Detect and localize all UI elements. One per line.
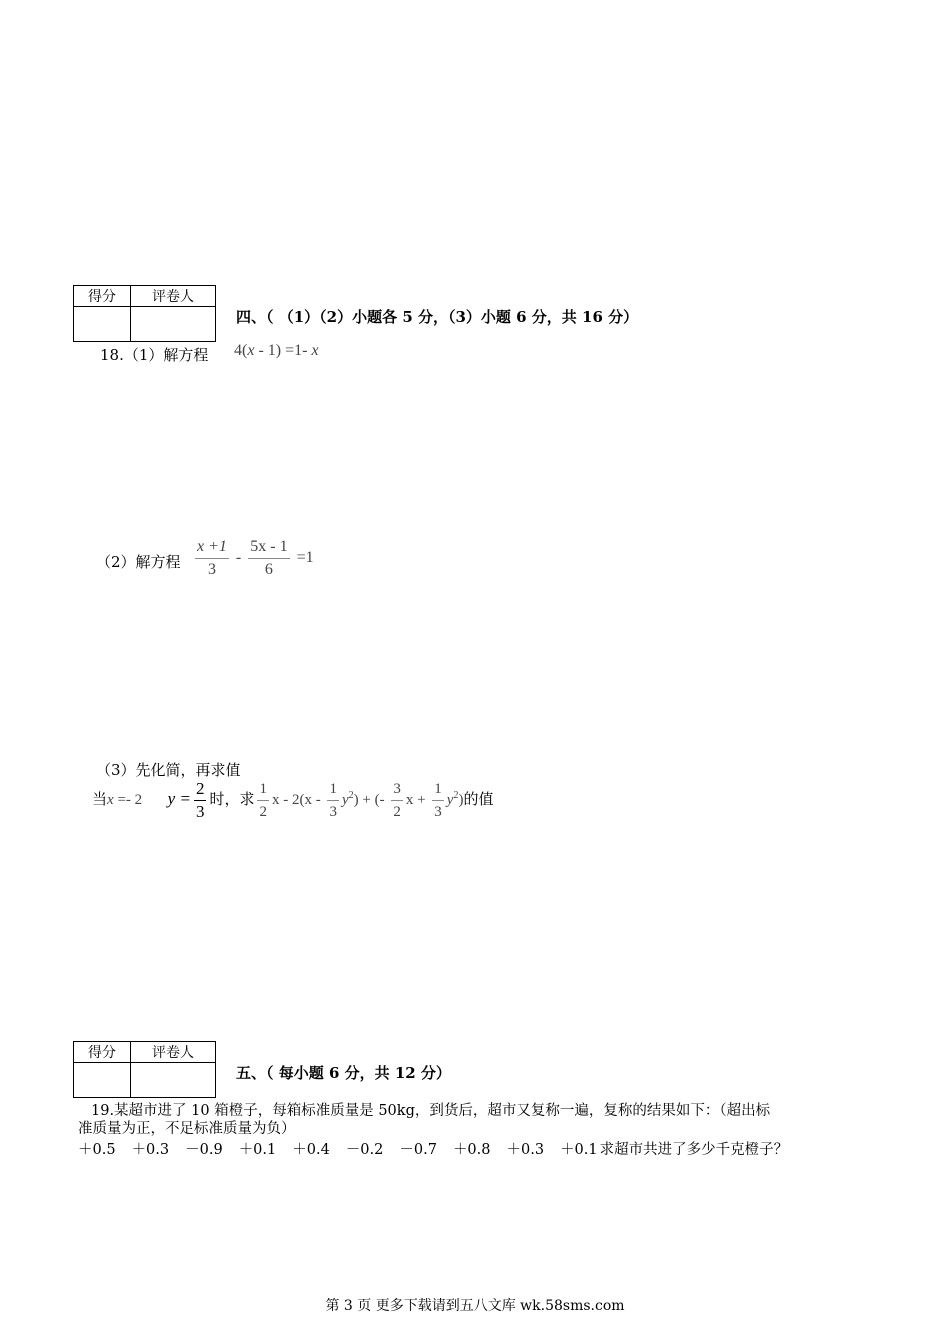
score-header: 得分	[74, 1042, 131, 1063]
q19-value: －0.2	[345, 1142, 384, 1158]
score-cell	[74, 1063, 131, 1098]
page-footer: 第 3 页 更多下载请到五八文库 wk.58sms.com	[325, 1298, 625, 1314]
q19-value: ＋0.4	[292, 1142, 330, 1158]
fraction: $\frac{1}{3}$	[434, 781, 442, 820]
section-5-title: 五、（ 每小题 6 分，共 12 分）	[236, 1064, 451, 1082]
score-table-1	[73, 285, 216, 342]
fraction: $\frac{1}{3}$	[329, 781, 337, 820]
q19-value: ＋0.5	[78, 1142, 116, 1158]
q19-value: ＋0.3	[506, 1142, 545, 1158]
q19-line-2: 准质量为正，不足标准质量为负）	[78, 1121, 296, 1137]
q19-question: 求超市共进了多少千克橙子？	[599, 1142, 789, 1158]
q19-values-line	[78, 1138, 788, 1159]
q18-3-expression: 当x =- 2 y = $\frac{2}{3}$ 时，求 $\frac{1}{2}$ x - 2(x - $\frac{1}{3}$ $y^2$) + (- $\frac{3}{2}$ x + $\frac{1}{3}$ $y^2$)的值	[92, 779, 494, 821]
fraction: $\frac{3}{2}$	[393, 781, 401, 820]
q19-line-1: 19.某超市进了 10 箱橙子，每箱标准质量是 50kg，到货后，超市又复称一遍，复称的结果如下：（超出标	[91, 1103, 771, 1119]
q19-values	[78, 1142, 600, 1158]
q19-value: ＋0.3	[131, 1142, 170, 1158]
q19-value: ＋0.1	[238, 1142, 277, 1158]
q19-value: －0.7	[399, 1142, 437, 1158]
score-header: 得分	[74, 286, 131, 307]
q19-value: －0.9	[185, 1142, 223, 1158]
q18-2-equation: $\frac{x +1}{3}$ - $\frac{5x - 1}{6}$ =1	[197, 538, 314, 578]
fraction: $\frac{2}{3}$	[195, 779, 205, 821]
fraction: $\frac{x +1}{3}$	[197, 538, 227, 578]
fraction: $\frac{1}{2}$	[259, 781, 267, 820]
grader-cell	[131, 1063, 216, 1098]
grader-cell	[131, 307, 216, 342]
section-4-title: 四、（ （1）（2）小题各 5 分，（3）小题 6 分，共 16 分）	[236, 308, 639, 326]
q19-value: ＋0.1	[560, 1142, 598, 1158]
fraction: $\frac{5x - 1}{6}$	[250, 538, 288, 578]
score-table-2	[73, 1041, 216, 1098]
q19-value: ＋0.8	[452, 1142, 491, 1158]
q18-1-label: 18.（1）解方程	[100, 346, 209, 364]
q18-2-label: （2）解方程	[96, 553, 181, 571]
q18-1-equation: 4(x - 1) =1- x	[234, 342, 319, 359]
score-cell	[74, 307, 131, 342]
q18-3-label: （3）先化简，再求值	[96, 761, 241, 779]
grader-header: 评卷人	[131, 1042, 216, 1063]
grader-header: 评卷人	[131, 286, 216, 307]
